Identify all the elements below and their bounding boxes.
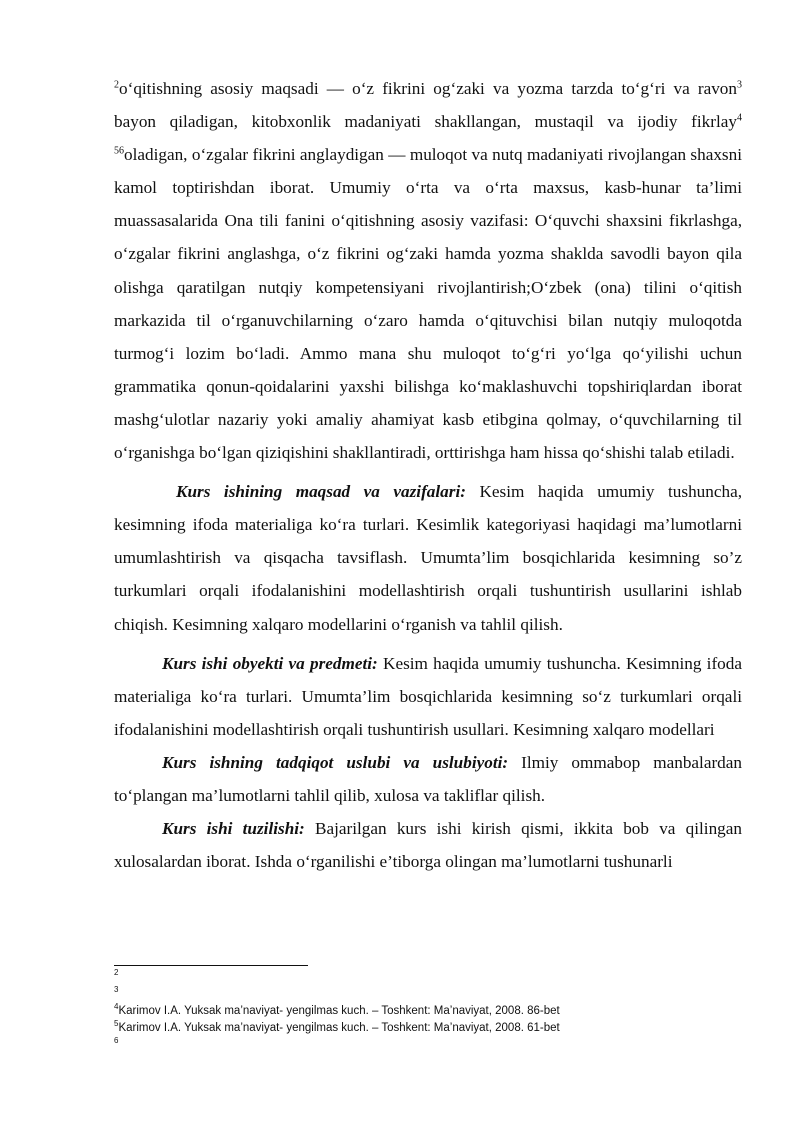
footnote-ref-4: 4 — [737, 112, 742, 124]
footnote-divider — [114, 965, 308, 966]
intro-text-1: o‘qitishning asosiy maqsadi — o‘z fikrini og‘zaki va yozma tarzda to‘g‘ri va ravon — [119, 79, 737, 98]
goals-paragraph — [114, 475, 742, 640]
footnote-number: 3 — [114, 985, 119, 995]
object-heading: Kurs ishi obyekti va predmeti: — [162, 653, 378, 673]
intro-text-2: bayon qiladigan, kitobxonlik madaniyati shakllangan, mustaqil va ijodiy fikrlay — [114, 112, 737, 132]
footnote-6 — [114, 1037, 742, 1054]
footnote-4 — [114, 1003, 742, 1020]
goals-text: Kesim haqida umumiy tushuncha, kesimning ifoda materialiga ko‘ra turlari. Kesimlik kategoriyasi haqidagi ma’lumotlarni umumlashtirish va qisqacha tavsiflash. Umumta’lim bosqichlarida kesimning so’z turkumlari orqali ifodalanishini modellashtirish orqali tushuntirish usullarini ishlab chiqish. Kesimning xalqaro modellarini o‘rganish va tahlil qilish. — [114, 482, 742, 634]
footnote-text: Karimov I.A. Yuksak ma’naviyat- yengilmas kuch. – Toshkent: Ma’naviyat, 2008. 61-bet — [118, 1022, 560, 1034]
structure-paragraph — [114, 812, 742, 878]
object-text: Kesim haqida umumiy tushuncha. Kesimning ifoda materialiga ko‘ra turlari. Umumta’lim bosqichlarida kesimning so‘z turkumlari orqali ifodalanishini modellashtirish orqali tushuntirish usullari. Kesimning xalqaro modellari — [114, 653, 742, 739]
footnote-text: Karimov I.A. Yuksak ma’naviyat- yengilmas kuch. – Toshkent: Ma’naviyat, 2008. 86-bet — [118, 1005, 560, 1017]
footnote-ref-56: 56 — [114, 145, 124, 157]
method-heading: Kurs ishning tadqiqot uslubi va uslubiyoti: — [162, 752, 509, 772]
intro-paragraph — [114, 72, 742, 469]
footnote-ref-2: 2 — [114, 79, 119, 91]
intro-text-3: oladigan, o‘zgalar fikrini anglaydigan — muloqot va nutq madaniyati rivojlangan shaxsni kamol toptirishdan iborat. Umumiy o‘rta va o‘rta maxsus, kasb-hunar ta’limi muassasalarida Ona tili fanini o‘qitishning asosiy vazifasi: O‘quvchi shaxsini fikrlashga, o‘zgalar fikrini anglashga, o‘z fikrini og‘zaki hamda yozma shaklda savodli bayon qila olishga qaratilgan nutqiy kompetensiyani rivojlantirish;O‘zbek (ona) tilini o‘qitish markazida til o‘rganuvchilarning o‘zaro hamda o‘qituvchisi bilan nutqiy muloqotda turmog‘i lozim bo‘ladi. Ammo mana shu muloqot to‘g‘ri yo‘lga qo‘yilishi uchun grammatika qonun-qoidalarini yaxshi bilishga ko‘maklashuvchi topshiriqlardan iborat mashg‘ulotlar nazariy yoki amaliy ahamiyat kasb etibgina qolmay, o‘quvchilarning til o‘rganishga bo‘lgan qiziqishini shakllantiradi, orttirishga ham hissa qo‘shishi talab etiladi. — [114, 145, 742, 463]
footnotes — [114, 969, 742, 1054]
footnote-3 — [114, 986, 742, 1003]
footnote-number: 6 — [114, 1036, 119, 1046]
goals-heading: Kurs ishining maqsad va vazifalari: — [176, 482, 466, 502]
footnote-ref-3: 3 — [737, 79, 742, 91]
structure-text: Bajarilgan kurs ishi kirish qismi, ikkita bob va qilingan xulosalardan iborat. Ishda o‘rganilishi e’tiborga olingan ma’lumotlarni tushunarli — [114, 819, 742, 872]
method-paragraph — [114, 746, 742, 812]
footnote-number: 2 — [114, 968, 119, 978]
method-text: Ilmiy ommabop manbalardan to‘plangan ma’lumotlarni tahlil qilib, xulosa va takliflar qilish. — [114, 752, 742, 805]
footnote-number: 4 — [114, 1002, 119, 1012]
object-paragraph — [114, 647, 742, 746]
body-text — [114, 72, 742, 878]
footnote-2 — [114, 969, 742, 986]
footnote-number: 5 — [114, 1019, 119, 1029]
structure-heading: Kurs ishi tuzilishi: — [162, 819, 305, 839]
footnote-5 — [114, 1020, 742, 1037]
